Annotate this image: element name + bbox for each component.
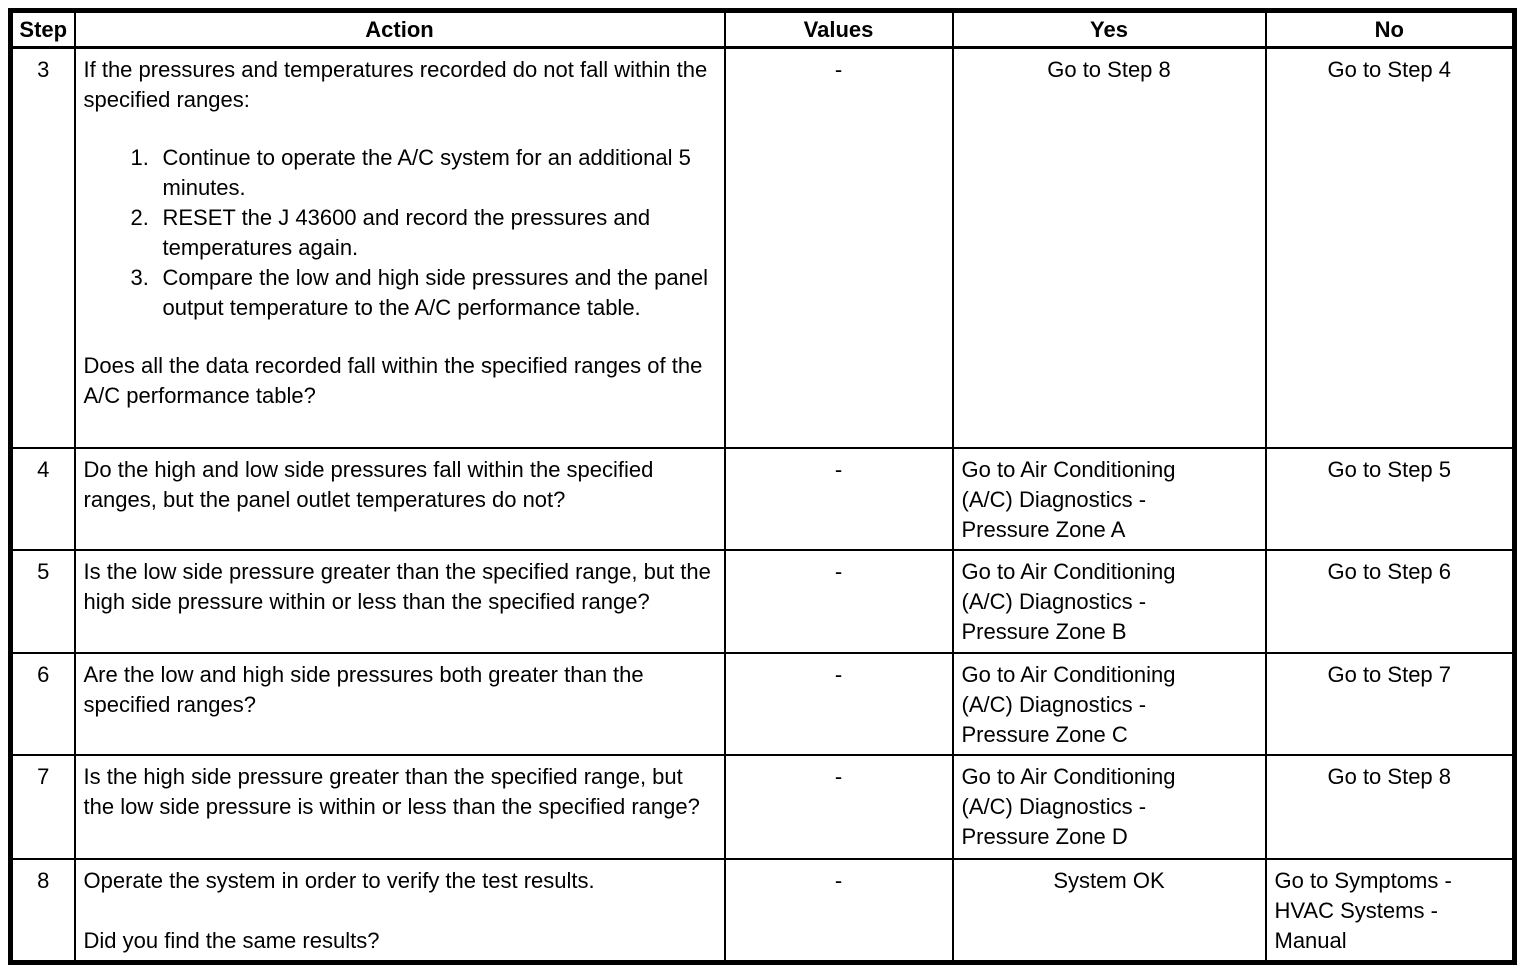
values-cell: - xyxy=(725,48,953,448)
yes-cell: Go to Step 8 xyxy=(953,48,1266,448)
table-row-step-5 xyxy=(11,550,1515,653)
yes-cell: Go to Air Conditioning (A/C) Diagnostics - Pressure Zone D xyxy=(953,755,1266,859)
diagnostic-table xyxy=(8,8,1517,965)
no-cell: Go to Step 6 xyxy=(1266,550,1515,653)
action-statement: Operate the system in order to verify the test results. xyxy=(83,867,595,893)
action-cell: Do the high and low side pressures fall within the specified ranges, but the panel outlet temperatures do not? xyxy=(75,448,725,550)
list-item xyxy=(131,143,716,203)
col-header-values: Values xyxy=(725,11,953,48)
no-cell: Go to Step 5 xyxy=(1266,448,1515,550)
table-row-step-3 xyxy=(11,48,1515,448)
action-cell: Is the high side pressure greater than the specified range, but the low side pressure is within or less than the specified range? xyxy=(75,755,725,859)
action-cell: Are the low and high side pressures both greater than the specified ranges? xyxy=(75,653,725,755)
yes-cell: Go to Air Conditioning (A/C) Diagnostics - Pressure Zone A xyxy=(953,448,1266,550)
list-item-text: RESET the J 43600 and record the pressures and temperatures again. xyxy=(162,205,651,260)
values-cell: - xyxy=(725,448,953,550)
yes-cell: Go to Air Conditioning (A/C) Diagnostics - Pressure Zone B xyxy=(953,550,1266,653)
step-cell: 7 xyxy=(11,755,75,859)
col-header-no: No xyxy=(1266,11,1515,48)
list-item-text: Compare the low and high side pressures and the panel output temperature to the A/C performance table. xyxy=(162,265,708,320)
list-item xyxy=(131,263,716,323)
list-item-number: 3. xyxy=(130,265,149,290)
action-question: Did you find the same results? xyxy=(83,927,380,953)
no-cell: Go to Step 4 xyxy=(1266,48,1515,448)
header-row xyxy=(11,11,1515,48)
action-cell xyxy=(75,859,725,963)
list-item-number: 1. xyxy=(130,145,149,170)
col-header-step: Step xyxy=(11,11,75,48)
step-cell: 3 xyxy=(11,48,75,448)
table-row-step-8 xyxy=(11,859,1515,963)
step-cell: 8 xyxy=(11,859,75,963)
step-cell: 4 xyxy=(11,448,75,550)
col-header-yes: Yes xyxy=(953,11,1266,48)
action-cell xyxy=(75,48,725,448)
yes-cell: System OK xyxy=(953,859,1266,963)
no-cell: Go to Step 7 xyxy=(1266,653,1515,755)
action-question: Does all the data recorded fall within the specified ranges of the A/C performance table? xyxy=(83,353,703,408)
table-row-step-7 xyxy=(11,755,1515,859)
no-cell: Go to Symptoms - HVAC Systems - Manual xyxy=(1266,859,1515,963)
col-header-action: Action xyxy=(75,11,725,48)
list-item-number: 2. xyxy=(130,205,149,230)
action-numbered-list xyxy=(131,143,716,323)
yes-cell: Go to Air Conditioning (A/C) Diagnostics - Pressure Zone C xyxy=(953,653,1266,755)
list-item xyxy=(131,203,716,263)
action-cell: Is the low side pressure greater than the specified range, but the high side pressure within or less than the specified range? xyxy=(75,550,725,653)
step-cell: 5 xyxy=(11,550,75,653)
values-cell: - xyxy=(725,550,953,653)
step-cell: 6 xyxy=(11,653,75,755)
list-item-text: Continue to operate the A/C system for an additional 5 minutes. xyxy=(162,145,691,200)
table-row-step-4 xyxy=(11,448,1515,550)
values-cell: - xyxy=(725,653,953,755)
no-cell: Go to Step 8 xyxy=(1266,755,1515,859)
action-intro: If the pressures and temperatures recorded do not fall within the specified ranges: xyxy=(83,57,708,112)
table-row-step-6 xyxy=(11,653,1515,755)
values-cell: - xyxy=(725,755,953,859)
values-cell: - xyxy=(725,859,953,963)
